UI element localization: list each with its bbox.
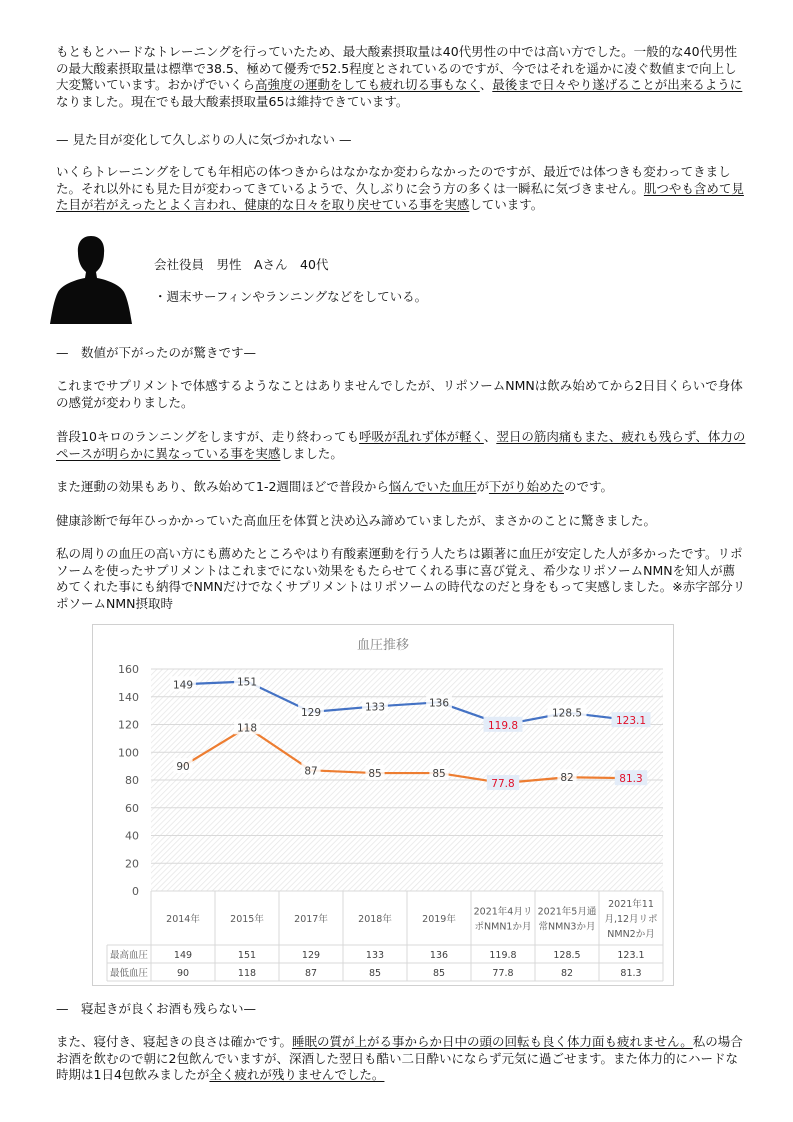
- profile-hobby: ・週末サーフィンやランニングなどをしている。: [154, 289, 428, 304]
- person-silhouette-icon: [50, 232, 132, 324]
- table-value-cell: 119.8: [489, 950, 517, 961]
- bp-text-c: のです。: [563, 479, 613, 494]
- intro-text-b: 、: [479, 77, 493, 92]
- intro-underline-1: 高強度の運動をしても疲れ切る事もなく: [255, 77, 480, 92]
- data-label: 149: [172, 679, 194, 692]
- bp-underline-1: 悩んでいた血圧: [388, 479, 477, 494]
- numbers-paragraph-5: 私の周りの血圧の高い方にも薦めたところやはり有酸素運動を行う人たちは顕著に血圧が安定した人が多かったです。リポソームを使ったサプリメントはこれまでにない効果をもたらせてくれる事に喜び覚え、希少なリポソームNMNを知人が薦めてくれた事にも納得でNMNだけでなくサプリメントはリポソームの時代なのだと身をもって実感しました。※赤字部分リポソームNMN摂取時: [56, 546, 746, 611]
- data-label: 136: [428, 697, 450, 710]
- data-label: 87: [304, 765, 318, 778]
- x-category-label: 2014年: [166, 914, 200, 925]
- y-tick-label: 20: [125, 857, 139, 871]
- numbers-paragraph-4: 健康診断で毎年ひっかかっていた高血圧を体質と決め込み諦めていましたが、まさかのことに驚きました。: [56, 513, 657, 528]
- y-tick-label: 60: [125, 801, 139, 815]
- running-underline-2: 翌日の筋肉痛もまた、疲れも残らず、体力のペースが明らかに異なっている事を実感: [56, 429, 746, 461]
- table-value-cell: 136: [429, 950, 449, 961]
- sleep-text-a: また、寝付き、寝起きの良さは確かです。: [56, 1034, 293, 1049]
- profile-name: 会社役員 男性 Aさん 40代: [154, 257, 329, 272]
- y-tick-label: 80: [125, 774, 139, 787]
- x-category-label: 2015年: [230, 914, 264, 925]
- table-value-cell: 85: [368, 968, 382, 979]
- sleep-paragraph: [56, 1034, 746, 1084]
- data-label: 151: [236, 676, 258, 689]
- bp-text-a: また運動の効果もあり、飲み始めて1-2週間ほどで普段から: [56, 479, 389, 494]
- x-category-label: 2021年4月リ: [473, 906, 533, 918]
- intro-text-a: もともとハードなトレーニングを行っていたため、最大酸素摂取量は40代男性の中では高い方でした。一般的な40代男性の最大酸素摂取量は標準で38.5、極めて優秀で52.5程度とされているのですが、今ではそれを遥かに凌ぐ数値まで向上し大変驚いています。おかげでいくら: [56, 44, 738, 92]
- y-tick-label: 40: [125, 829, 139, 843]
- sleep-text-b: 私の場合お酒を飲むので朝に2包飲んでいますが、深酒した翌日も酷い二日酔いにならず元気に過ごせます。また体力的にハードな時期は1日4包飲みましたが: [56, 1034, 743, 1082]
- table-value-cell: 129: [301, 950, 321, 961]
- appearance-paragraph: [56, 164, 746, 214]
- x-category-label: 2021年11: [608, 899, 654, 910]
- running-text-b: 、: [483, 429, 497, 444]
- table-value-cell: 149: [173, 950, 193, 961]
- section-heading-appearance: — 見た目が変化して久しぶりの人に気づかれない —: [56, 132, 352, 147]
- appearance-underline: 肌つやも含めて見た目が若がえったとよく言われ、健康的な日々を取り戻せている事を実感: [56, 180, 744, 212]
- x-category-label: 2018年: [358, 914, 392, 925]
- y-tick-label: 120: [118, 718, 139, 732]
- y-tick-label: 140: [118, 690, 139, 704]
- intro-underline-2: 最後まで日々やり遂げることが出来るように: [492, 77, 743, 92]
- table-series-name: 最低血圧: [109, 968, 149, 979]
- numbers-paragraph-2: [56, 429, 746, 462]
- x-category-label: 2017年: [294, 914, 328, 925]
- intro-text-c: なりました。現在でも最大酸素摂取量65は維持できています。: [56, 93, 409, 109]
- running-text-a: 普段10キロのランニングをしますが、走り終わっても: [56, 429, 360, 444]
- bp-underline-2: 下がり始めた: [488, 479, 564, 494]
- x-category-label: ポNMN1か月: [474, 921, 532, 933]
- y-tick-label: 160: [118, 663, 139, 676]
- data-label: 81.3: [619, 773, 643, 786]
- y-tick-label: 100: [118, 746, 139, 760]
- data-label: 128.5: [551, 707, 583, 720]
- table-value-cell: 133: [365, 950, 385, 961]
- sleep-underline-2: 全く疲れが残りませんでした。: [209, 1067, 385, 1082]
- table-value-cell: 81.3: [620, 968, 642, 979]
- blood-pressure-chart: [92, 624, 674, 986]
- table-value-cell: 123.1: [617, 950, 645, 961]
- table-value-cell: 118: [237, 968, 257, 979]
- x-category-label: 常NMN3か月: [538, 921, 596, 933]
- intro-paragraph: [56, 44, 746, 110]
- section-heading-sleep: — 寝起きが良くお酒も残らない—: [56, 1001, 257, 1016]
- data-label: 119.8: [487, 719, 519, 732]
- table-value-cell: 77.8: [492, 968, 514, 979]
- x-category-label: 2021年5月通: [537, 906, 597, 918]
- table-value-cell: 128.5: [553, 950, 581, 961]
- numbers-paragraph-1: これまでサプリメントで体感するようなことはありませんでしたが、リポソームNMNは飲み始めてから2日目くらいで身体の感覚が変わりました。: [56, 378, 743, 410]
- table-value-cell: 87: [304, 968, 318, 979]
- data-label: 85: [432, 768, 446, 781]
- data-label: 123.1: [615, 715, 647, 728]
- chart-title: 血圧推移: [356, 638, 410, 653]
- data-label: 77.8: [491, 778, 515, 791]
- x-category-label: 2019年: [422, 914, 456, 925]
- sleep-underline-1: 睡眠の質が上がる事からか日中の頭の回転も良く体力面も疲れません。: [292, 1034, 693, 1049]
- table-value-cell: 90: [176, 968, 190, 979]
- table-series-name: 最高血圧: [109, 950, 149, 961]
- section-heading-numbers: — 数値が下がったのが驚きです—: [56, 345, 257, 360]
- table-value-cell: 82: [560, 968, 574, 979]
- table-value-cell: 151: [237, 950, 257, 961]
- running-underline-1: 呼吸が乱れず体が軽く: [359, 429, 484, 444]
- data-label: 133: [364, 701, 386, 714]
- data-label: 129: [300, 707, 322, 720]
- bp-text-b: が: [476, 479, 489, 494]
- data-label: 85: [368, 768, 382, 781]
- data-label: 118: [236, 722, 258, 735]
- appearance-text-b: しています。: [469, 197, 544, 212]
- appearance-text-a: いくらトレーニングをしても年相応の体つきからはなかなか変わらなかったのですが、最近では体つきも変わってきました。それ以外にも見た目が変わってきているようで、久しぶりに会う方の多くは一瞬私に気づきません。: [56, 164, 731, 196]
- blood-pressure-chart-svg: [93, 625, 673, 985]
- y-tick-label: 0: [132, 885, 139, 898]
- table-value-cell: 85: [432, 968, 446, 979]
- data-label: 90: [176, 761, 190, 774]
- x-category-label: NMN2か月: [607, 929, 655, 940]
- running-text-c: しました。: [280, 445, 343, 461]
- x-category-label: 月,12月リポ: [604, 914, 658, 925]
- numbers-paragraph-3: [56, 479, 746, 496]
- data-label: 82: [560, 772, 574, 785]
